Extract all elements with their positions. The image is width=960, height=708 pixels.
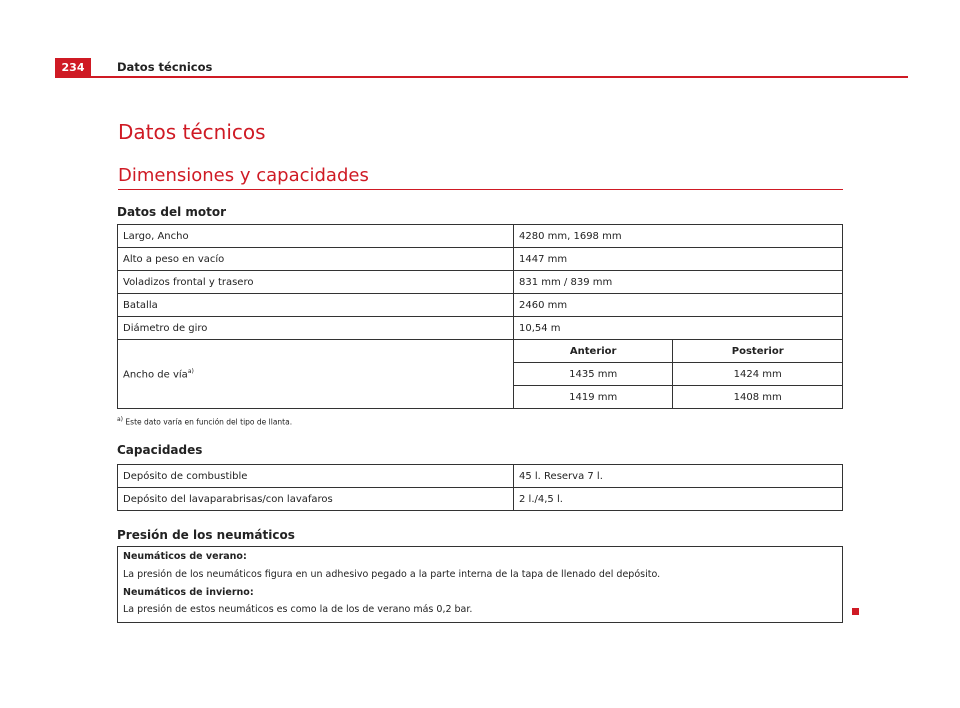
tires-heading: Presión de los neumáticos — [117, 528, 295, 542]
track-front-value: 1435 mm — [514, 363, 673, 386]
footnote-text: Este dato varía en función del tipo de llanta. — [125, 417, 293, 427]
capacities-table — [117, 464, 843, 511]
table-row — [118, 465, 843, 488]
table-row — [118, 271, 843, 294]
table-row — [118, 488, 843, 511]
page-number: 234 — [55, 58, 91, 76]
page-title: Datos técnicos — [118, 120, 266, 144]
tire-pressure-box — [117, 546, 843, 623]
table-row — [118, 340, 843, 409]
summer-text: La presión de los neumáticos figura en un adhesivo pegado a la parte interna de la tapa de llenado del depósito. — [123, 569, 661, 580]
track-rear-value: 1424 mm — [673, 363, 842, 386]
row-value: 2460 mm — [514, 294, 843, 317]
col-rear-header: Posterior — [731, 345, 784, 357]
row-value: 2 l./4,5 l. — [514, 488, 843, 511]
table-row — [118, 294, 843, 317]
track-label: Ancho de vía — [123, 369, 188, 381]
track-footnote-mark: a) — [187, 367, 194, 375]
row-value: 1447 mm — [514, 248, 843, 271]
row-label: Depósito de combustible — [118, 465, 514, 488]
row-value: 4280 mm, 1698 mm — [514, 225, 843, 248]
footnote — [117, 416, 292, 427]
row-label: Depósito del lavaparabrisas/con lavafaros — [118, 488, 514, 511]
summer-label: Neumáticos de verano: — [123, 551, 247, 562]
track-rear-value: 1408 mm — [673, 386, 842, 409]
footnote-mark: a) — [117, 416, 124, 423]
section-divider — [118, 189, 843, 190]
track-subtable-cell — [514, 340, 843, 409]
row-label: Voladizos frontal y trasero — [118, 271, 514, 294]
engine-heading: Datos del motor — [117, 205, 227, 219]
end-of-section-marker — [852, 608, 859, 615]
row-value: 831 mm / 839 mm — [514, 271, 843, 294]
row-label: Diámetro de giro — [118, 317, 514, 340]
track-front-value: 1419 mm — [514, 386, 673, 409]
running-header: Datos técnicos — [117, 60, 213, 74]
header-divider — [55, 76, 908, 78]
track-label-cell — [118, 340, 514, 409]
row-value: 10,54 m — [514, 317, 843, 340]
table-row — [118, 317, 843, 340]
capacities-heading: Capacidades — [117, 443, 203, 457]
row-label: Alto a peso en vacío — [118, 248, 514, 271]
table-row — [118, 225, 843, 248]
section-title: Dimensiones y capacidades — [118, 165, 369, 186]
row-label: Batalla — [118, 294, 514, 317]
table-row — [118, 248, 843, 271]
row-label: Largo, Ancho — [118, 225, 514, 248]
row-value: 45 l. Reserva 7 l. — [514, 465, 843, 488]
winter-text: La presión de estos neumáticos es como la de los de verano más 0,2 bar. — [123, 604, 473, 615]
track-subtable — [514, 340, 842, 408]
engine-table — [117, 224, 843, 409]
col-front-header: Anterior — [514, 340, 673, 363]
winter-label: Neumáticos de invierno: — [123, 587, 254, 598]
